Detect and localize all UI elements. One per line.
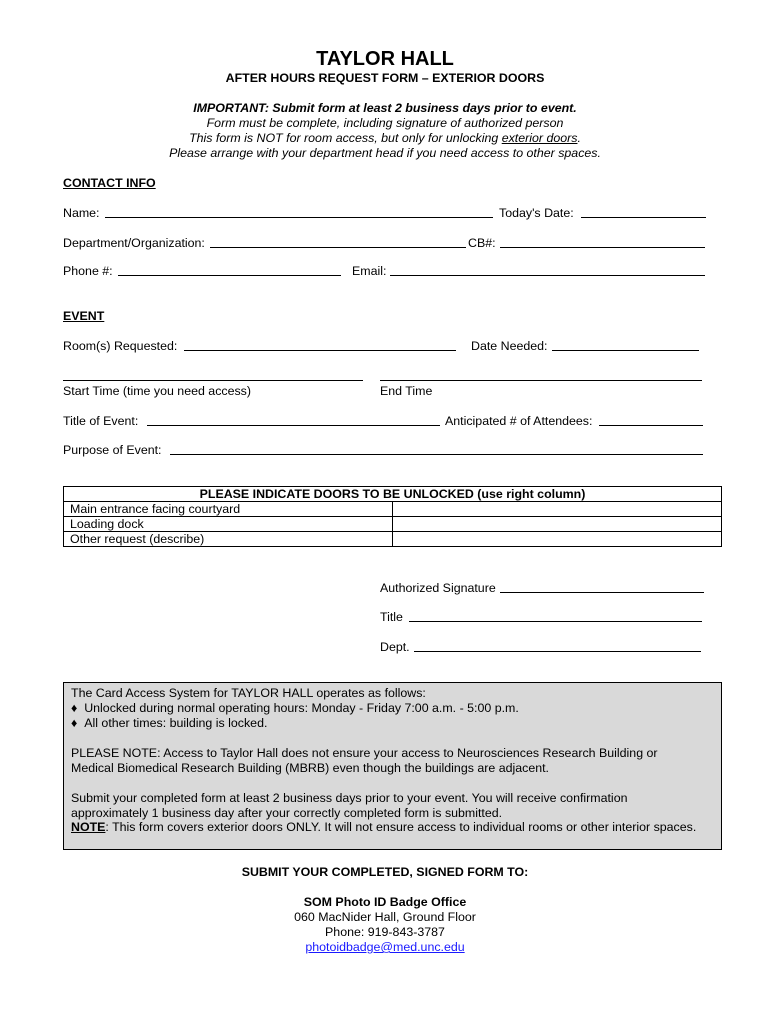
page-title: TAYLOR HALL	[316, 48, 454, 70]
date-needed-field[interactable]	[552, 339, 699, 351]
completion-note: Form must be complete, including signature of authorized person	[206, 116, 564, 130]
info-bullet-item	[71, 716, 267, 730]
table-row	[64, 532, 722, 547]
phone-label: Phone #:	[63, 264, 113, 278]
office-address: 060 MacNider Hall, Ground Floor	[294, 910, 476, 924]
event-heading: EVENT	[63, 309, 105, 323]
office-email-row	[0, 940, 770, 954]
cb-field[interactable]	[500, 236, 705, 248]
please-note-line2: Medical Biomedical Research Building (MBRB) even though the buildings are adjacent.	[71, 761, 549, 775]
access-note	[0, 131, 770, 145]
table-row	[64, 502, 722, 517]
info-intro: The Card Access System for TAYLOR HALL operates as follows:	[71, 686, 426, 700]
department-field[interactable]	[210, 236, 466, 248]
event-title-label: Title of Event:	[63, 414, 139, 428]
access-note-text: This form is NOT for room access, but only for unlocking	[189, 131, 502, 145]
event-title-field[interactable]	[147, 414, 440, 426]
cb-label: CB#:	[468, 236, 496, 250]
info-bullet-text: All other times: building is locked.	[84, 716, 268, 730]
door-option-label: Loading dock	[64, 517, 393, 532]
table-row	[64, 517, 722, 532]
info-bullet-item	[71, 701, 519, 715]
department-label: Department/Organization:	[63, 236, 205, 250]
attendees-label: Anticipated # of Attendees:	[445, 414, 593, 428]
contact-info-heading: CONTACT INFO	[63, 176, 156, 190]
phone-field[interactable]	[118, 264, 341, 276]
start-time-field[interactable]	[63, 369, 363, 381]
bullet-diamond-icon: ♦	[71, 716, 78, 730]
important-note: IMPORTANT: Submit form at least 2 business days prior to event.	[193, 101, 577, 115]
rooms-requested-label: Room(s) Requested:	[63, 339, 178, 353]
email-label: Email:	[352, 264, 387, 278]
submit-note-line2: approximately 1 business day after your correctly completed form is submitted.	[71, 806, 503, 820]
signature-title-field[interactable]	[409, 610, 702, 622]
email-field[interactable]	[390, 264, 705, 276]
purpose-field[interactable]	[170, 443, 703, 455]
authorized-signature-field[interactable]	[500, 581, 704, 593]
submit-note-line1: Submit your completed form at least 2 business days prior to your event. You will receive confirmation	[71, 791, 628, 805]
submit-heading: SUBMIT YOUR COMPLETED, SIGNED FORM TO:	[241, 865, 529, 879]
start-time-label: Start Time (time you need access)	[63, 384, 251, 398]
signature-dept-field[interactable]	[414, 640, 701, 652]
rooms-requested-field[interactable]	[184, 339, 456, 351]
authorized-signature-label: Authorized Signature	[380, 581, 496, 595]
access-note-end: .	[577, 131, 581, 145]
department-note: Please arrange with your department head if you need access to other spaces.	[169, 146, 601, 160]
doors-table	[63, 486, 722, 547]
office-email-link[interactable]: photoidbadge@med.unc.edu	[305, 940, 465, 954]
todays-date-field[interactable]	[581, 206, 706, 218]
date-needed-label: Date Needed:	[471, 339, 548, 353]
end-time-field[interactable]	[380, 369, 702, 381]
name-field[interactable]	[105, 206, 493, 218]
attendees-field[interactable]	[599, 414, 703, 426]
purpose-label: Purpose of Event:	[63, 443, 162, 457]
note-label: NOTE	[71, 820, 106, 834]
please-note-line1: PLEASE NOTE: Access to Taylor Hall does not ensure your access to Neurosciences Research Building or	[71, 746, 658, 760]
end-time-label: End Time	[380, 384, 433, 398]
exterior-doors-text: exterior doors	[501, 131, 578, 145]
office-name: SOM Photo ID Badge Office	[303, 895, 467, 909]
signature-title-label: Title	[380, 610, 403, 624]
info-bullet-text: Unlocked during normal operating hours: Monday - Friday 7:00 a.m. - 5:00 p.m.	[84, 701, 519, 715]
door-option-label: Other request (describe)	[64, 532, 393, 547]
todays-date-label: Today's Date:	[499, 206, 574, 220]
note-text: : This form covers exterior doors ONLY. It will not ensure access to individual rooms or other interior spaces.	[105, 820, 697, 834]
signature-dept-label: Dept.	[380, 640, 410, 654]
door-option-input[interactable]	[393, 502, 722, 517]
door-option-input[interactable]	[393, 517, 722, 532]
exterior-note	[71, 820, 696, 834]
name-label: Name:	[63, 206, 100, 220]
card-access-info-box	[63, 682, 722, 850]
bullet-diamond-icon: ♦	[71, 701, 78, 715]
office-phone: Phone: 919-843-3787	[325, 925, 445, 939]
doors-table-header: PLEASE INDICATE DOORS TO BE UNLOCKED (use right column)	[64, 487, 722, 502]
form-subtitle: AFTER HOURS REQUEST FORM – EXTERIOR DOORS	[225, 71, 545, 85]
door-option-input[interactable]	[393, 532, 722, 547]
door-option-label: Main entrance facing courtyard	[64, 502, 393, 517]
